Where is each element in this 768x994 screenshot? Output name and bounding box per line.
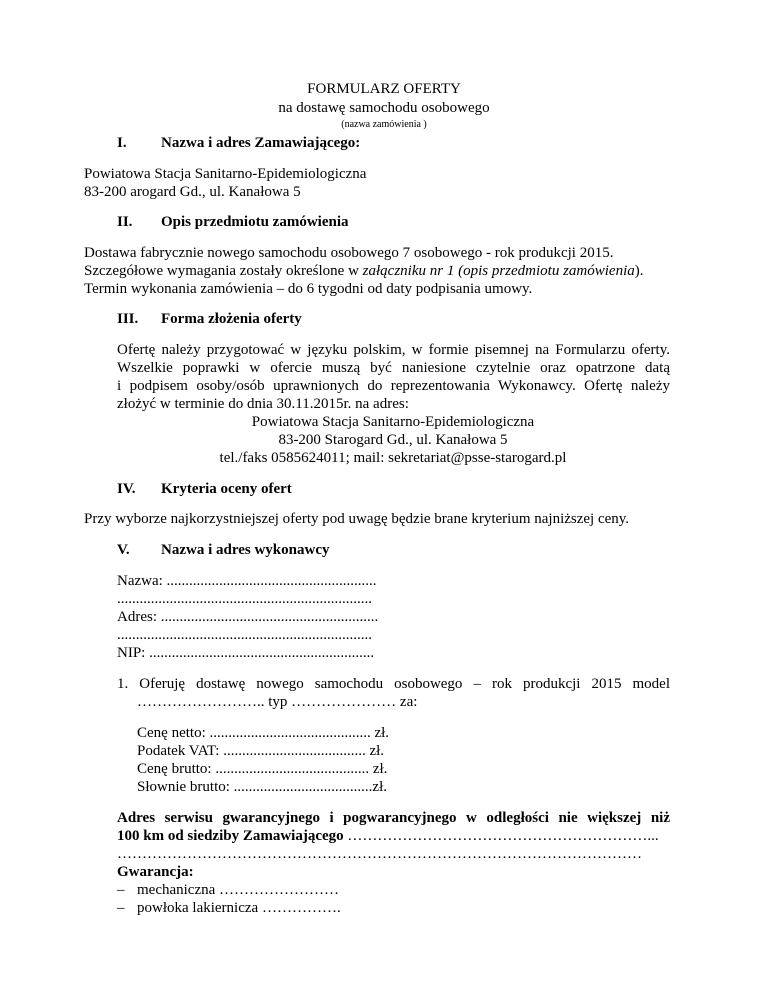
warranty-paint-text: powłoka lakiernicza ……………. [137,900,341,916]
net-price-field: Cenę netto: ........................................... zł. [137,725,390,741]
contractor-address-blank: .................................................................... [117,627,372,643]
section-3-number: III. [117,311,139,327]
contractor-address-field: Adres: .......................................................... [117,609,379,625]
order-description-line-1: Dostawa fabrycznie nowego samochodu osobowego 7 osobowego - rok produkcji 2015. [84,245,614,261]
vat-field: Podatek VAT: ...................................... zł. [137,743,385,759]
warranty-mechanical [117,881,339,899]
order-description-line-2 [84,262,644,280]
delivery-address-line-1: Powiatowa Stacja Sanitarno-Epidemiologiczna [251,414,535,430]
section-1-number: I. [117,135,127,151]
offer-form-line-3: i podpisem osoby/osób uprawnionych do reprezentowania Wykonawcy. Ofertę należy [117,378,670,394]
offer-item-1-line-2: …………………….. typ ………………… za: [137,694,418,710]
contractor-name-blank: .................................................................... [117,591,372,607]
section-5-number: V. [117,542,130,558]
dash-bullet: – [117,900,125,916]
buyer-name: Powiatowa Stacja Sanitarno-Epidemiologiczna [84,166,367,182]
section-4-heading: Kryteria oceny ofert [161,481,292,497]
offer-form-line-1: Ofertę należy przygotować w języku polskim, w formie pisemnej na Formularzu oferty. [117,342,670,358]
buyer-address: 83-200 arogard Gd., ul. Kanałowa 5 [84,184,301,200]
section-5-heading: Nazwa i adres wykonawcy [161,542,330,558]
warranty-paint [117,899,341,917]
form-subtitle: na dostawę samochodu osobowego [278,100,490,116]
offer-form-line-4: złożyć w terminie do dnia 30.11.2015r. na adres: [117,396,409,412]
offer-item-1-line-1: 1. Oferuję dostawę nowego samochodu osobowego – rok produkcji 2015 model [117,676,670,692]
warranty-mechanical-text: mechaniczna …………………… [137,882,340,898]
form-title: FORMULARZ OFERTY [307,81,461,97]
offer-form-line-2: Wszelkie poprawki w ofercie muszą być naniesione czytelnie oraz opatrzone datą [117,360,670,376]
order-name-note: (nazwa zamówienia ) [341,119,427,130]
contractor-name-field: Nazwa: ........................................................ [117,573,377,589]
gross-in-words-field: Słownie brutto: .....................................zł. [137,779,387,795]
service-address-line-1: Adres serwisu gwarancyjnego i pogwarancyjnego w odległości nie większej niż [117,810,670,826]
service-distance-label: 100 km od siedziby Zamawiającego [117,828,344,844]
section-1-heading: Nazwa i adres Zamawiającego: [161,135,361,151]
section-2-heading: Opis przedmiotu zamówienia [161,214,349,230]
warranty-heading: Gwarancja: [117,864,194,880]
section-3-heading: Forma złożenia oferty [161,311,302,327]
delivery-term: Termin wykonania zamówienia – do 6 tygodni od daty podpisania umowy. [84,281,533,297]
service-address-blank: …………………………………………………………………………………………… [117,846,642,862]
requirements-end: ). [634,263,644,279]
contractor-nip-field: NIP: ............................................................ [117,645,375,661]
section-2-number: II. [117,214,133,230]
contact-line: tel./faks 0585624011; mail: sekretariat@psse-starogard.pl [219,450,567,466]
service-address-dots: ……………………………………………………... [343,828,659,844]
delivery-address-line-2: 83-200 Starogard Gd., ul. Kanałowa 5 [278,432,508,448]
dash-bullet: – [117,882,125,898]
gross-price-field: Cenę brutto: ......................................... zł. [137,761,388,777]
section-4-number: IV. [117,481,136,497]
requirements-text: Szczegółowe wymagania zostały określone w [84,263,363,279]
service-address-line-2 [117,827,659,845]
attachment-reference: załączniku nr 1 (opis przedmiotu zamówienia [362,263,635,279]
evaluation-criterion: Przy wyborze najkorzystniejszej oferty pod uwagę będzie brane kryterium najniższej ceny. [84,511,630,527]
